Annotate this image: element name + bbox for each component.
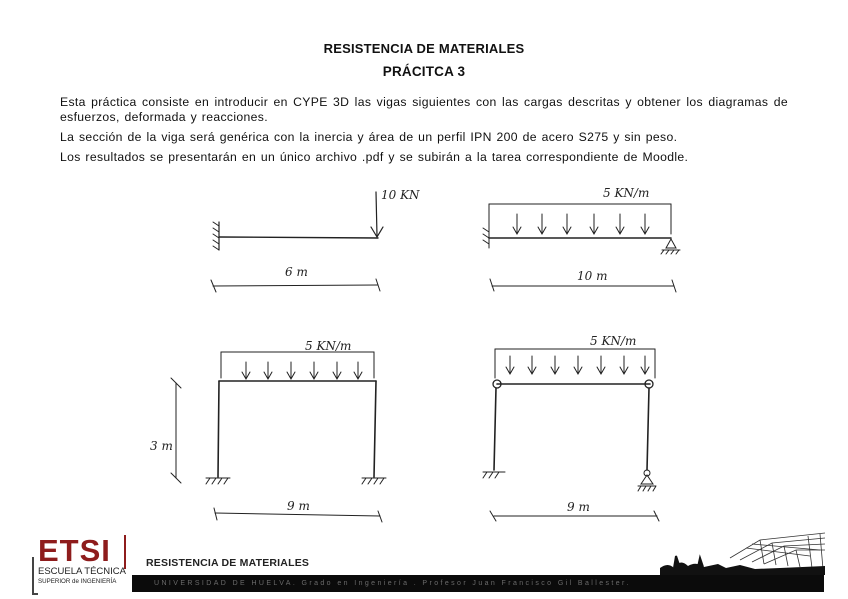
intro-paragraph-3: Los resultados se presentarán en un único archivo .pdf y se subirán a la tarea correspondiente de Moodle. [60, 150, 689, 164]
footer-title: RESISTENCIA DE MATERIALES [146, 557, 310, 569]
right-column [374, 381, 376, 477]
height-label: 3 m [150, 439, 173, 453]
logo-accent-bar [124, 535, 126, 569]
point-load-arrow [376, 192, 377, 236]
sketch-portal-fixed [150, 339, 386, 522]
intro-paragraph-2: La sección de la viga será genérica con la inercia y área de un perfil IPN 200 de acero S275 y sin peso. [60, 130, 678, 144]
building-illustration [660, 528, 825, 575]
logo-school-name: ESCUELA TÉCNICA [38, 566, 126, 577]
logo-school-subtitle: SUPERIOR de INGENIERÍA [38, 578, 117, 585]
span-dimension-line [215, 513, 380, 516]
span-label: 6 m [285, 265, 308, 279]
wall-hatch [213, 222, 219, 250]
span-label: 10 m [577, 269, 608, 283]
udl-arrows [242, 362, 362, 379]
cantilever-beam [219, 237, 378, 238]
dimension-line [213, 285, 378, 286]
sketch-portal-pinned [483, 334, 659, 521]
udl-label: 5 KN/m [590, 334, 637, 348]
roller-support [661, 239, 680, 254]
intro-paragraph-1: Esta práctica consiste en introducir en CYPE 3D las vigas siguientes con las cargas descritas y obtener los diagramas de esfuerzos, deformada y reacciones. [60, 95, 788, 124]
right-support [638, 475, 656, 491]
document-title: RESISTENCIA DE MATERIALES [323, 41, 525, 56]
udl-arrows [513, 214, 649, 234]
fixed-support [483, 228, 489, 248]
span-label: 9 m [567, 500, 590, 514]
sketch-fixed-roller-beam [483, 186, 680, 292]
left-column [494, 388, 496, 470]
sketch-cantilever [211, 188, 420, 292]
left-column [218, 381, 219, 477]
udl-label: 5 KN/m [603, 186, 650, 200]
left-fixed-support [206, 478, 230, 484]
footer-caption: UNIVERSIDAD DE HUELVA. Grado en Ingeniería . Profesor Juan Francisco Gil Ballester. [154, 580, 631, 587]
right-fixed-support [362, 478, 386, 484]
span-label: 9 m [287, 499, 310, 513]
point-load-label: 10 KN [381, 188, 420, 202]
udl-arrows [506, 356, 649, 374]
etsi-logo [32, 535, 128, 595]
logo-letters: ETSI [38, 533, 111, 568]
right-column [647, 388, 649, 470]
left-support [483, 472, 505, 478]
practice-number: PRÁCITCA 3 [382, 64, 466, 79]
udl-label: 5 KN/m [305, 339, 352, 353]
